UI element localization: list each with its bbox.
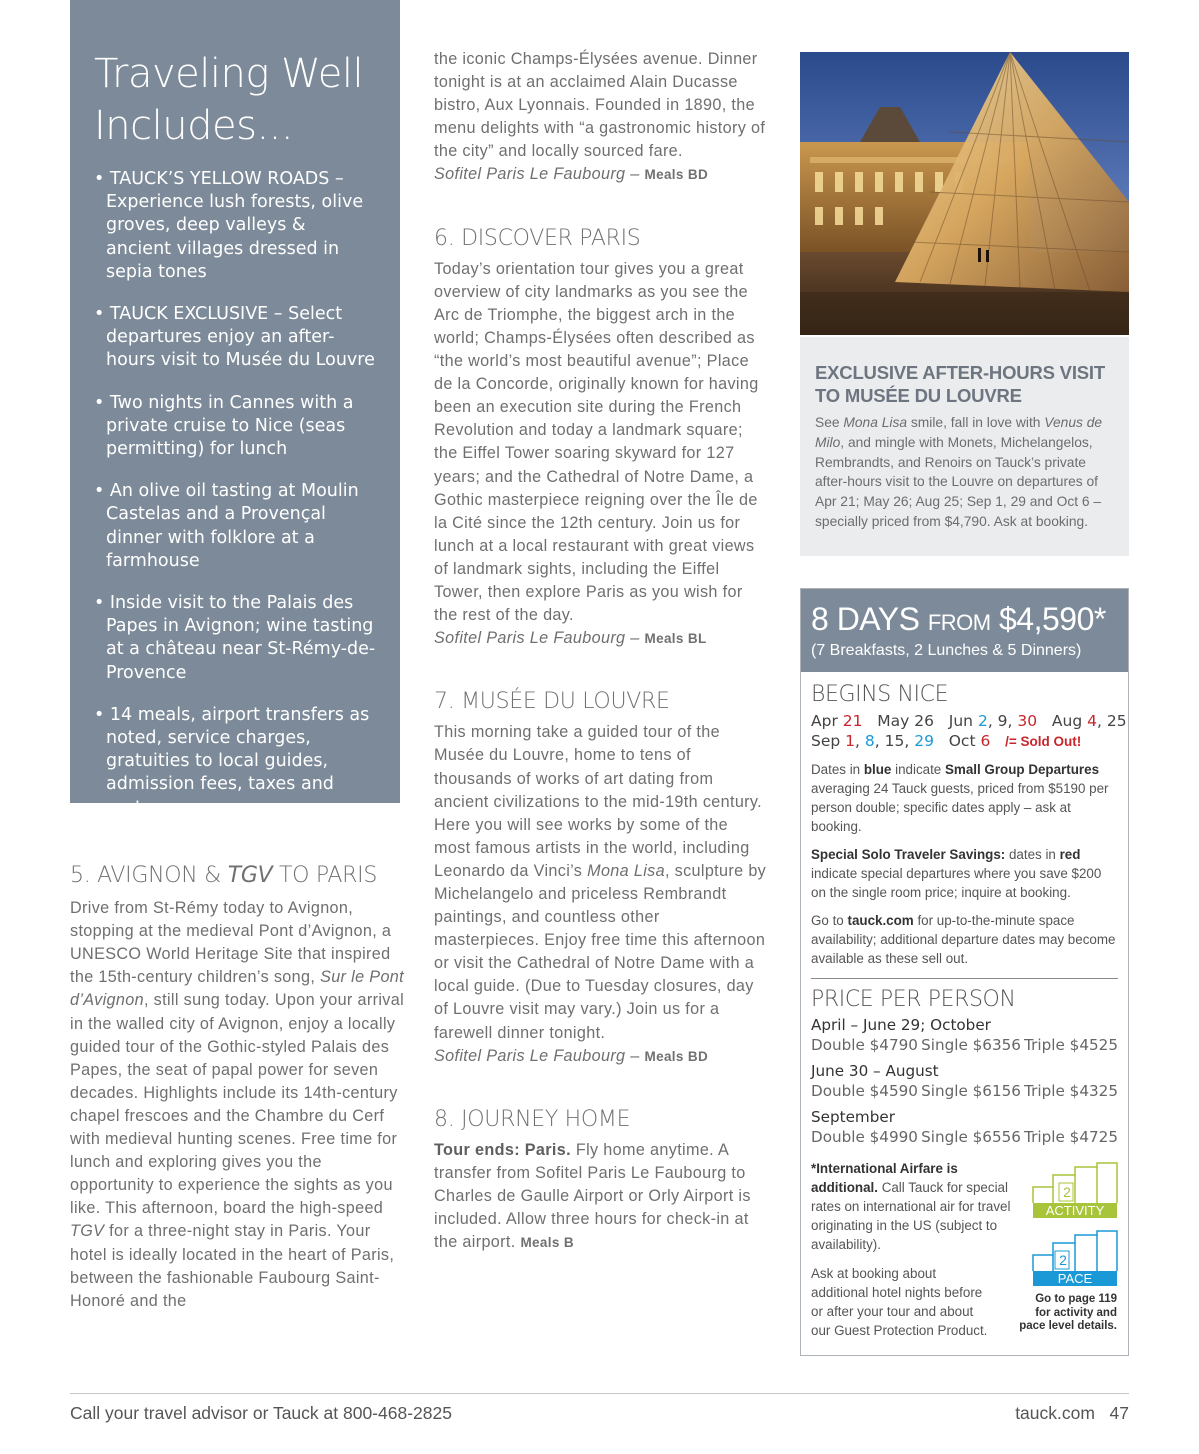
season-name: April – June 29; October: [811, 1016, 991, 1034]
sold-out-legend: /= Sold Out!: [1005, 734, 1082, 749]
departure-dates-row-1: Apr 21 May 26 Jun 2, 9, 30 Aug 4, 25: [811, 712, 1127, 730]
hotel-nights-note: Ask at booking about additional hotel nights before or after your tour and about our Guest Protection Product.: [811, 1266, 988, 1338]
louvre-caption-box: [800, 337, 1129, 556]
season-prices: Double $4990 Single $6556 Triple $4725: [811, 1128, 1118, 1146]
solo-traveler-note: Special Solo Traveler Savings: dates in red indicate special departures where you save $200 on the single room price; inquire at booking.: [811, 847, 1102, 900]
price-meals-line: (7 Breakfasts, 2 Lunches & 5 Dinners): [811, 642, 1082, 659]
caption-title: EXCLUSIVE AFTER-HOURS VISIT TO MUSÉE DU LOUVRE: [815, 362, 1105, 406]
airfare-and-levels: [811, 1159, 1118, 1340]
pace-level-badge: [1031, 1229, 1119, 1287]
day8-text: Tour ends: Paris. Fly home anytime. A transfer from Sofitel Paris Le Faubourg to Charles de Gaulle Airport or Orly Airport is included. Allow three hours for check-in at the airport. Meals B: [434, 1140, 751, 1252]
day5-section: [70, 864, 406, 1313]
louvre-pyramid-illustration: [800, 52, 1129, 335]
activity-level-number: 2: [1063, 1184, 1071, 1200]
price-headline: 8 DAYS FROM $4,590*: [811, 601, 1106, 637]
pace-level-number: 2: [1059, 1252, 1067, 1268]
list-item: • Two nights in Cannes with a private cruise to Nice (seas permitting) for lunch: [94, 392, 376, 462]
list-item: • 14 meals, airport transfers as noted, service charges, gratuities to local guides, admission fees, taxes and porterage: [94, 704, 376, 820]
sidebar-includes: [70, 0, 400, 818]
list-item: • An olive oil tasting at Moulin Castelas and a Provençal dinner with folklore at a farmhouse: [94, 480, 376, 573]
day5-continued-text: the iconic Champs-Élysées avenue. Dinner tonight is at an acclaimed Alain Ducasse bistro, Aux Lyonnais. Founded in 1890, the menu delights with “a gastronomic history of the city” and locally sourced fare.: [434, 50, 766, 161]
middle-column: [434, 48, 769, 1254]
page-number: 47: [1109, 1403, 1129, 1423]
list-item: • TAUCK’S YELLOW ROADS – Experience lush forests, olive groves, deep valleys & ancient villages dressed in sepia tones: [94, 168, 376, 284]
day6-title: 6. DISCOVER PARIS: [434, 225, 641, 251]
day5-text: Drive from St-Rémy today to Avignon, stopping at the medieval Pont d’Avignon, a UNESCO World Heritage Site that inspired the 15th-century children’s song, Sur le Pont d’Avignon, still sung today. Upon your arrival in the walled city of Avignon, enjoy a locally guided tour of the Gothic-styled Palais des Papes, the seat of papal power for seven decades. Highlights include its 14th-century chapel frescoes and the Chambre du Cerf with medieval hunting scenes. Free time for lunch and exploring gives you the opportunity to experience the sights as you like. This afternoon, board the high-speed TGV for a three-night stay in Paris. Your hotel is ideally located in the heart of Paris, between the fashionable Faubourg Saint-Honoré and the: [70, 899, 405, 1310]
departure-dates-row-2: Sep 1, 8, 15, 29 Oct 6 /= Sold Out!: [811, 732, 1082, 750]
list-item: • Inside visit to the Palais des Papes in Avignon; wine tasting at a château near St-Rémy-de-Provence: [94, 592, 376, 685]
louvre-pyramid-photo: [800, 52, 1129, 335]
activity-level-badge: [1031, 1161, 1119, 1219]
includes-list: [94, 168, 376, 820]
price-box: [800, 588, 1129, 1356]
price-header: [801, 589, 1128, 672]
activity-label: ACTIVITY: [1045, 1203, 1105, 1218]
divider: [811, 978, 1118, 979]
price-per-person-title: PRICE PER PERSON: [811, 987, 1016, 1012]
footer-divider: [70, 1393, 1129, 1394]
sidebar-title: Traveling Well Includes...: [94, 51, 364, 149]
day5-title: 5. AVIGNON & TGV TO PARIS: [70, 863, 378, 888]
small-group-note: Dates in blue indicate Small Group Departures averaging 24 Tauck guests, priced from $5190 per person double; specific dates apply – ask at booking.: [811, 762, 1109, 834]
footer-site-and-page: [1015, 1403, 1129, 1424]
price-box-body: [801, 682, 1128, 1340]
season-name: June 30 – August: [811, 1062, 939, 1080]
season-prices: Double $4590 Single $6156 Triple $4325: [811, 1082, 1118, 1100]
availability-note: Go to tauck.com for up-to-the-minute space availability; additional departure dates may become available as these sell out.: [811, 913, 1116, 966]
season-prices: Double $4790 Single $6356 Triple $4525: [811, 1036, 1118, 1054]
day6-text: Today’s orientation tour gives you a great overview of city landmarks as you see the Arc de Triomphe, the biggest arch in the world; Champs-Élysées often described as “the world’s most beautiful avenue”; Place de la Concorde, originally known for having been an execution site during the French Revolution and today a landmark square; the Eiffel Tower soaring skyward for 127 years; and the Cathedral of Notre Dame, a Gothic masterpiece reigning over the Île de la Cité since the 12th century. Join us for lunch at a local restaurant with great views of landmark sights, including the Eiffel Tower, then explore Paris as you wish for the rest of the day.: [434, 259, 759, 625]
day6-hotel-line: Sofitel Paris Le Faubourg – Meals BL: [434, 629, 707, 648]
list-item: • TAUCK EXCLUSIVE – Select departures enjoy an after-hours visit to Musée du Louvre: [94, 303, 376, 373]
day7-text: This morning take a guided tour of the Musée du Louvre, home to tens of thousands of works of art dating from ancient civilizations to the mid-19th century. Here you will see works by some of the most famous artists in the world, including Leonardo da Vinci’s Mona Lisa, sculpture by Michelangelo and priceless Rembrandt paintings, and countless other masterpieces. Enjoy free time this afternoon or visit the Cathedral of Notre Dame with a local guide. (Due to Tuesday closures, day of Louvre visit may vary.) Join us for a farewell dinner tonight.: [434, 723, 767, 1042]
season-name: September: [811, 1108, 895, 1126]
pace-label: PACE: [1057, 1271, 1093, 1286]
day7-title: 7. MUSÉE DU LOUVRE: [434, 689, 670, 715]
begins-title: BEGINS NICE: [811, 682, 949, 707]
caption-text: See Mona Lisa smile, fall in love with Venus de Milo, and mingle with Monets, Michelangelos, Rembrandts, and Renoirs on Tauck’s private after-hours visit to the Louvre on departures of Apr 21; May 26; Aug 25; Sep 1, 29 and Oct 6 – specially priced from $4,790. Ask at booking.: [815, 415, 1103, 529]
footer-site-link[interactable]: tauck.com: [1015, 1403, 1095, 1423]
footer-contact: Call your travel advisor or Tauck at 800-468-2825: [70, 1403, 452, 1423]
day7-hotel-line: Sofitel Paris Le Faubourg – Meals BD: [434, 1046, 709, 1065]
day8-title: 8. JOURNEY HOME: [434, 1106, 631, 1132]
level-details-note: Go to page 119 for activity and pace level details.: [1019, 1293, 1117, 1332]
day5-hotel-line: Sofitel Paris Le Faubourg – Meals BD: [434, 165, 709, 184]
airfare-note: *International Airfare is additional. Call Tauck for special rates on international air for travel originating in the US (subject to availability).: [811, 1161, 1011, 1252]
